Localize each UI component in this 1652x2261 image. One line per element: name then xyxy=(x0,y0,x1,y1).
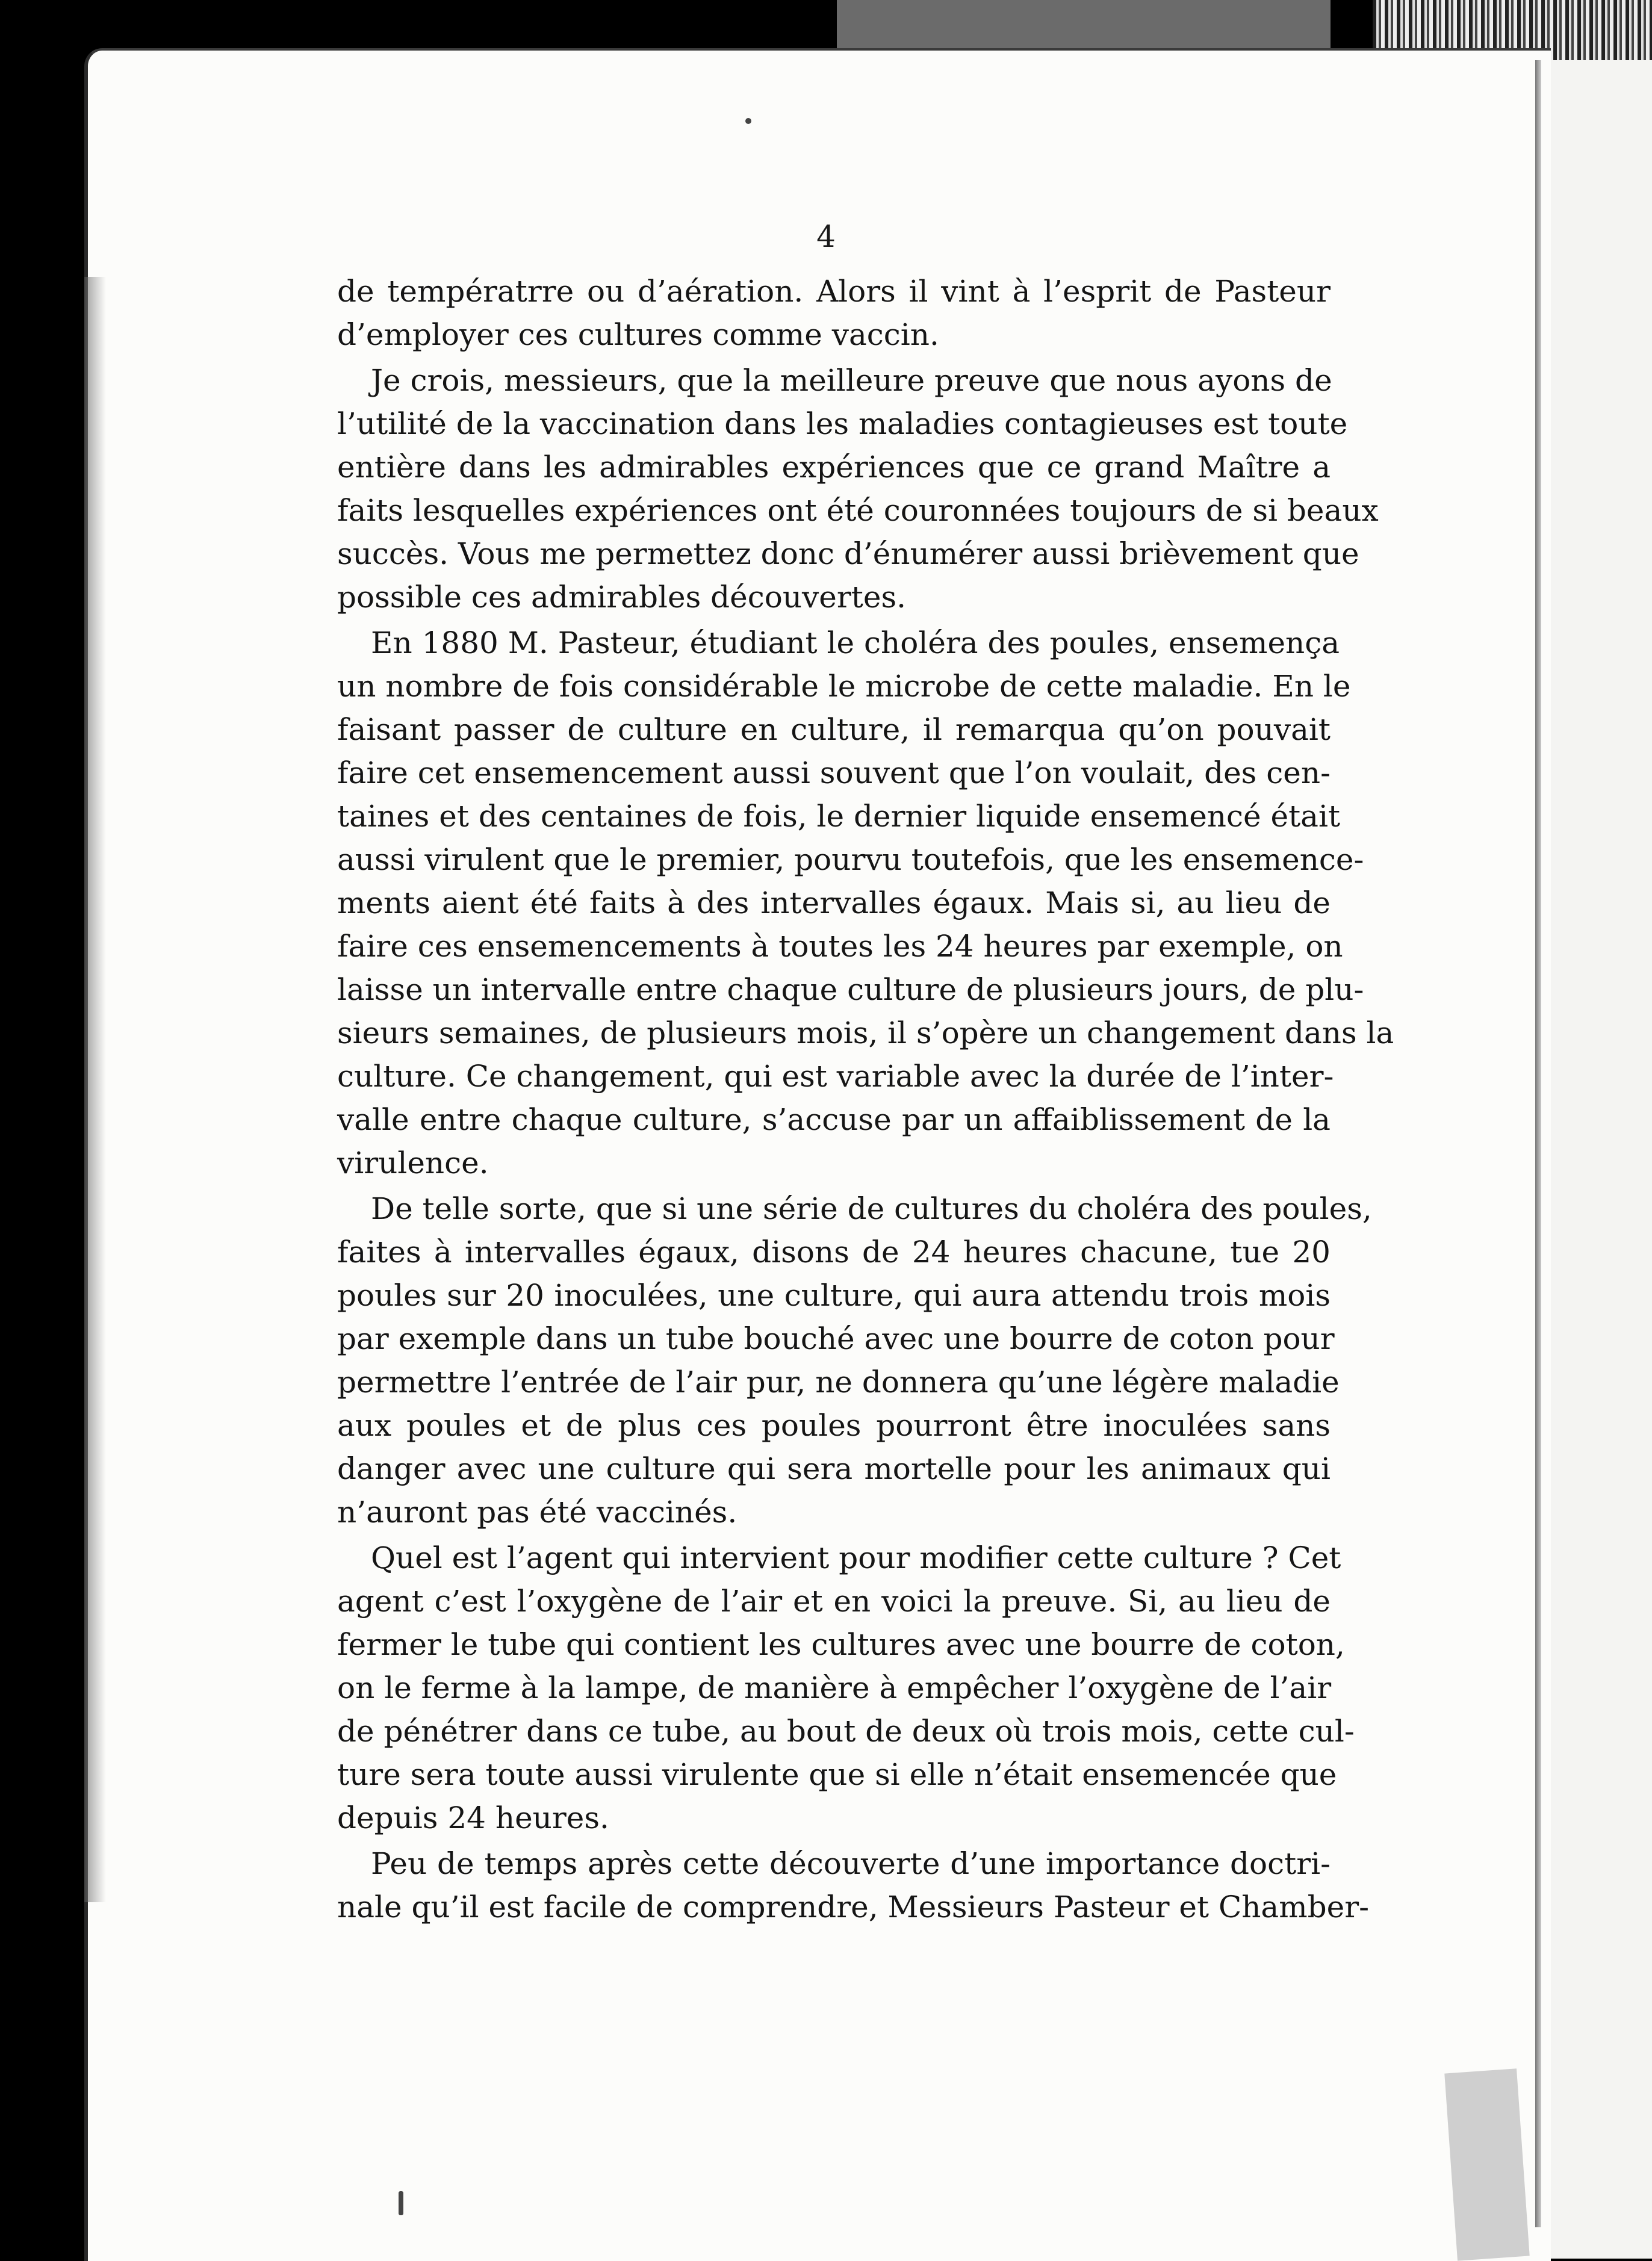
text-line: laisse un intervalle entre chaque culture de plusieurs jours, de plu- xyxy=(337,972,1364,1007)
paragraph xyxy=(337,1842,1370,1929)
text-line: faits lesquelles expériences ont été couronnées toujours de si beaux xyxy=(337,493,1379,528)
ink-speck xyxy=(745,118,751,124)
text-line: valle entre chaque culture, s’accuse par un affaiblissement de la xyxy=(337,1102,1331,1137)
text-line: nale qu’il est facile de comprendre, Messieurs Pasteur et Chamber- xyxy=(337,1890,1370,1924)
text-line: on le ferme à la lampe, de manière à empêcher l’oxygène de l’air xyxy=(337,1670,1332,1705)
ink-mark xyxy=(399,2191,403,2215)
text-line: un nombre de fois considérable le microbe de cette maladie. En le xyxy=(337,669,1351,704)
text-line: Je crois, messieurs, que la meilleure preuve que nous ayons de xyxy=(371,363,1332,398)
text-line: entière dans les admirables expériences que ce grand Maître a xyxy=(337,450,1331,485)
text-line: faire cet ensemencement aussi souvent que l’on voulait, des cen- xyxy=(337,755,1331,790)
text-line: par exemple dans un tube bouché avec une bourre de coton pour xyxy=(337,1321,1335,1356)
page-fold xyxy=(1535,60,1541,2227)
paragraph xyxy=(337,270,1331,356)
text-line: Quel est l’agent qui intervient pour modifier cette culture ? Cet xyxy=(371,1540,1341,1575)
text-line: n’auront pas été vaccinés. xyxy=(337,1495,738,1530)
paragraph xyxy=(337,359,1379,619)
adjacent-page-edge xyxy=(1541,60,1652,2259)
text-line: faire ces ensemencements à toutes les 24 heures par exemple, on xyxy=(337,929,1343,964)
text-line: de pénétrer dans ce tube, au bout de deux où trois mois, cette cul- xyxy=(337,1714,1355,1749)
text-line: fermer le tube qui contient les cultures avec une bourre de coton, xyxy=(337,1627,1345,1662)
text-line: de températrre ou d’aération. Alors il vint à l’esprit de Pasteur xyxy=(337,274,1331,309)
text-line: faites à intervalles égaux, disons de 24 heures chacune, tue 20 xyxy=(337,1235,1331,1270)
text-line: culture. Ce changement, qui est variable avec la durée de l’inter- xyxy=(337,1059,1334,1094)
paper-scrap xyxy=(1444,2068,1529,2261)
text-line: ments aient été faits à des intervalles égaux. Mais si, au lieu de xyxy=(337,885,1331,920)
page-number: 4 xyxy=(816,219,836,254)
text-line: possible ces admirables découvertes. xyxy=(337,580,906,615)
text-line: En 1880 M. Pasteur, étudiant le choléra des poules, ensemença xyxy=(371,625,1340,660)
paragraph xyxy=(337,621,1394,1185)
text-line: d’employer ces cultures comme vaccin. xyxy=(337,317,939,352)
text-line: aux poules et de plus ces poules pourront être inoculées sans xyxy=(337,1408,1331,1443)
text-line: Peu de temps après cette découverte d’une importance doctri- xyxy=(371,1846,1331,1881)
text-line: sieurs semaines, de plusieurs mois, il s’opère un changement dans la xyxy=(337,1016,1394,1050)
body-text xyxy=(337,270,1394,1931)
text-line: permettre l’entrée de l’air pur, ne donnera qu’une légère maladie xyxy=(337,1365,1340,1400)
paragraph xyxy=(337,1536,1355,1840)
text-line: faisant passer de culture en culture, il remarqua qu’on pouvait xyxy=(337,712,1331,747)
text-line: poules sur 20 inoculées, une culture, qui aura attendu trois mois xyxy=(337,1278,1331,1313)
paragraph xyxy=(337,1187,1372,1534)
text-line: succès. Vous me permettez donc d’énumérer aussi brièvement que xyxy=(337,536,1359,571)
text-line: depuis 24 heures. xyxy=(337,1800,609,1835)
page-edge-shadow xyxy=(84,277,106,1902)
text-line: virulence. xyxy=(337,1146,489,1180)
text-line: agent c’est l’oxygène de l’air et en voici la preuve. Si, au lieu de xyxy=(337,1584,1331,1619)
text-line: danger avec une culture qui sera mortelle pour les animaux qui xyxy=(337,1451,1331,1486)
text-line: taines et des centaines de fois, le dernier liquide ensemencé était xyxy=(337,799,1341,834)
text-line: De telle sorte, que si une série de cultures du choléra des poules, xyxy=(371,1191,1372,1226)
text-line: ture sera toute aussi virulente que si elle n’était ensemencée que xyxy=(337,1757,1337,1792)
text-line: l’utilité de la vaccination dans les maladies contagieuses est toute xyxy=(337,406,1348,441)
text-line: aussi virulent que le premier, pourvu toutefois, que les ensemence- xyxy=(337,842,1364,877)
